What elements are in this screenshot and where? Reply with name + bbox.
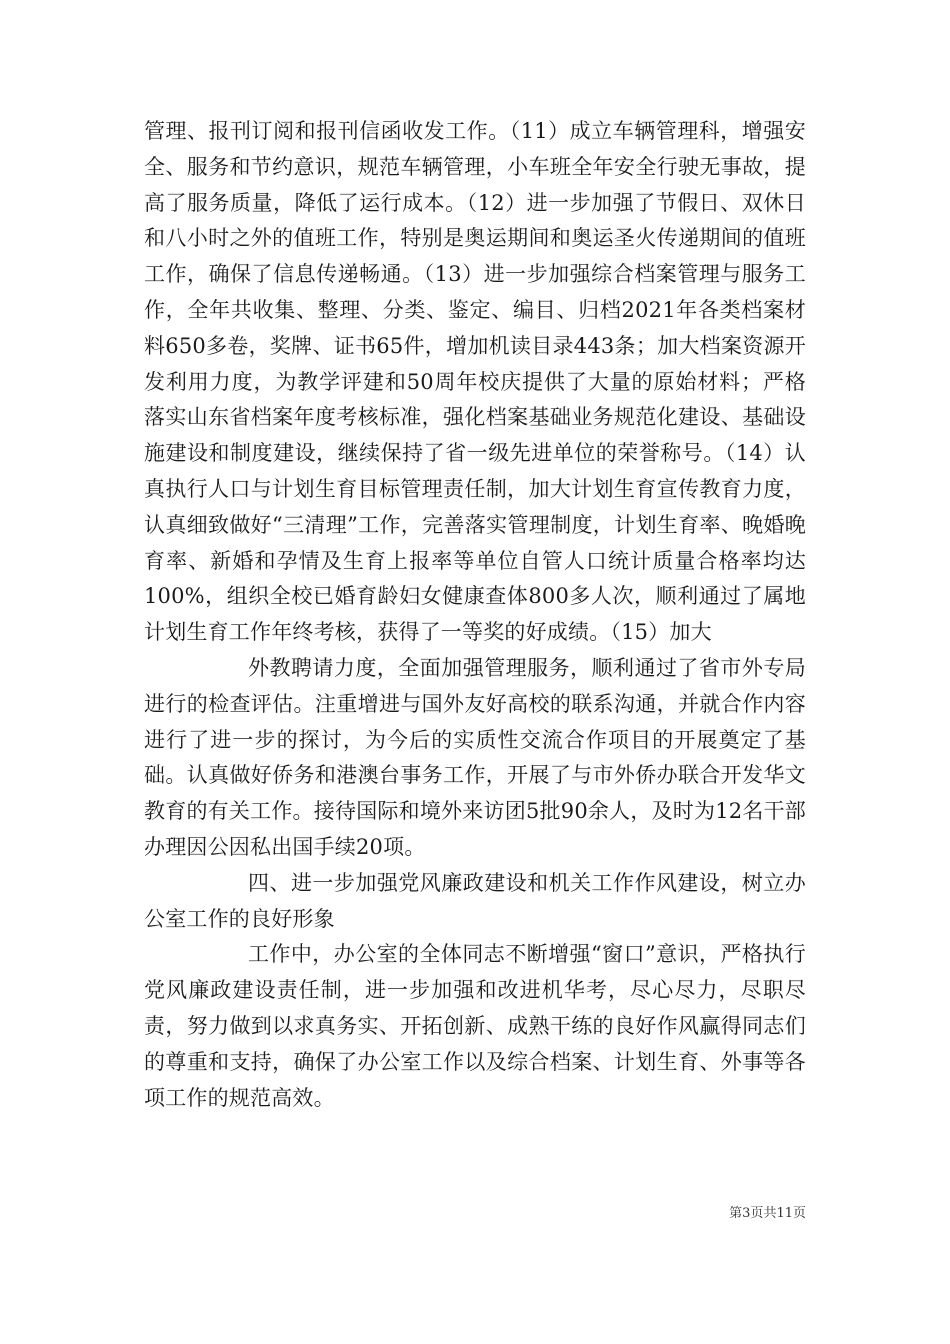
page-number: 第3页共11页 [729, 1206, 806, 1221]
body-paragraph-2: 外教聘请力度，全面加强管理服务，顺利通过了省市外专局进行的检查评估。注重增进与国外友好高校的联系沟通，并就合作内容进行了进一步的探讨，为今后的实质性交流合作项目的开展奠定了基础。认真做好侨务和港澳台事务工作，开展了与市外侨办联合开发华文教育的有关工作。接待国际和境外来访团5批90余人，及时为12名干部办理因公因私出国手续20项。 [144, 655, 806, 859]
document-body [144, 114, 806, 1116]
body-paragraph-1: 管理、报刊订阅和报刊信函收发工作。（11）成立车辆管理科，增强安全、服务和节约意识，规范车辆管理，小车班全年安全行驶无事故，提高了服务质量，降低了运行成本。（12）进一步加强了节假日、双休日和八小时之外的值班工作，特别是奥运期间和奥运圣火传递期间的值班工作，确保了信息传递畅通。（13）进一步加强综合档案管理与服务工作，全年共收集、整理、分类、鉴定、编目、归档2021年各类档案材料650多卷，奖牌、证书65件，增加机读目录443条；加大档案资源开发利用力度，为教学评建和50周年校庆提供了大量的原始材料；严格落实山东省档案年度考核标准，强化档案基础业务规范化建设、基础设施建设和制度建设，继续保持了省一级先进单位的荣誉称号。（14）认真执行人口与计划生育目标管理责任制，加大计划生育宣传教育力度，认真细致做好“三清理”工作，完善落实管理制度，计划生育率、晚婚晚育率、新婚和孕情及生育上报率等单位自管人口统计质量合格率均达100%，组织全校已婚育龄妇女健康查体800多人次，顺利通过了属地计划生育工作年终考核，获得了一等奖的好成绩。（15）加大 [144, 119, 806, 645]
body-paragraph-3: 工作中，办公室的全体同志不断增强“窗口”意识，严格执行党风廉政建设责任制，进一步加强和改进机华考，尽心尽力，尽职尽责，努力做到以求真务实、开拓创新、成熟干练的良好作风赢得同志们的尊重和支持，确保了办公室工作以及综合档案、计划生育、外事等各项工作的规范高效。 [144, 942, 806, 1110]
section-heading: 四、进一步加强党风廉政建设和机关工作作风建设，树立办公室工作的良好形象 [144, 870, 806, 931]
